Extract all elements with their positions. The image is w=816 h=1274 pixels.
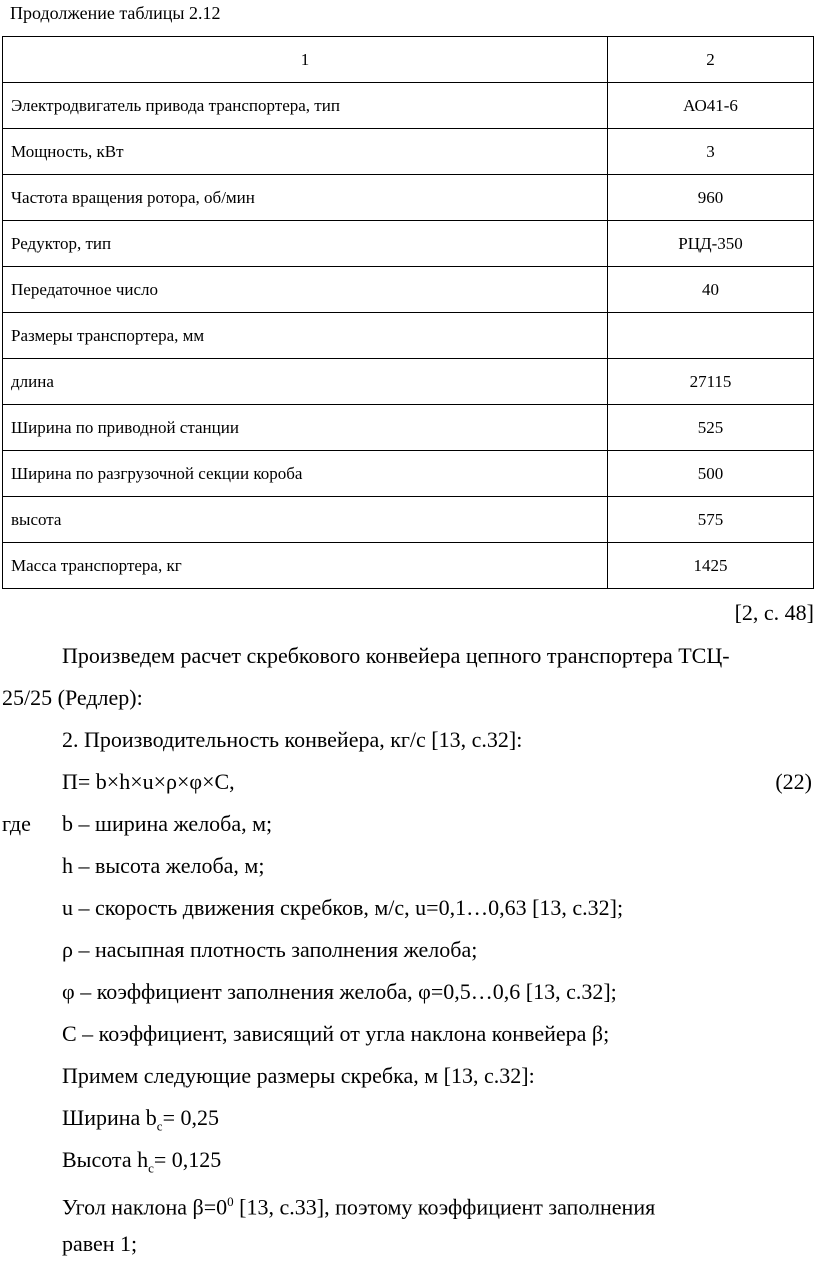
scraper-width [62, 1104, 219, 1140]
table-header-row [3, 37, 814, 83]
table-row [3, 313, 814, 359]
table-row [3, 497, 814, 543]
parameter-value-cell: 500 [608, 451, 814, 497]
parameter-name-cell: Ширина по разгрузочной секции короба [3, 451, 608, 497]
parameter-name-cell: высота [3, 497, 608, 543]
parameter-name-cell: Частота вращения ротора, об/мин [3, 175, 608, 221]
definition-line: φ – коэффициент заполнения желоба, φ=0,5…0,6 [13, с.32]; [62, 979, 617, 1004]
angle-line [62, 1188, 655, 1221]
scraper-height [62, 1146, 221, 1182]
definition-line: b – ширина желоба, м; [62, 811, 273, 836]
table-caption: Продолжение таблицы 2.12 [10, 3, 221, 23]
height-label: Высота h [62, 1147, 149, 1172]
paragraph-line: Произведем расчет скребкового конвейера цепного транспортера ТСЦ- [62, 643, 730, 668]
angle-label: Угол наклона β=0 [62, 1194, 228, 1220]
definition-line: u – скорость движения скребков, м/с, u=0,1…0,63 [13, с.32]; [62, 895, 624, 920]
table-row [3, 129, 814, 175]
definition-line: С – коэффициент, зависящий от угла наклона конвейера β; [62, 1021, 610, 1046]
table-row [3, 451, 814, 497]
parameter-value-cell [608, 313, 814, 359]
parameter-name-cell: Мощность, кВт [3, 129, 608, 175]
parameter-name-cell: Электродвигатель привода транспортера, тип [3, 83, 608, 129]
formula: П= b×h×u×ρ×φ×C, [62, 769, 235, 794]
definition-line: ρ – насыпная плотность заполнения желоба; [62, 937, 478, 962]
parameter-name-cell: Размеры транспортера, мм [3, 313, 608, 359]
header-cell-2: 2 [608, 37, 814, 83]
paragraph-line: Примем следующие размеры скребка, м [13, с.32]: [62, 1063, 535, 1088]
table-row [3, 267, 814, 313]
parameter-name-cell: Масса транспортера, кг [3, 543, 608, 589]
height-value: = 0,125 [153, 1147, 222, 1172]
table-row [3, 83, 814, 129]
parameter-value-cell: АО41-6 [608, 83, 814, 129]
parameter-value-cell: 525 [608, 405, 814, 451]
paragraph-line: 25/25 (Редлер): [2, 685, 143, 710]
parameter-value-cell: 3 [608, 129, 814, 175]
parameter-name-cell: Передаточное число [3, 267, 608, 313]
header-cell-1: 1 [3, 37, 608, 83]
spec-table [2, 36, 814, 589]
parameter-value-cell: 27115 [608, 359, 814, 405]
parameter-name-cell: Редуктор, тип [3, 221, 608, 267]
table-row [3, 359, 814, 405]
angle-superscript: 0 [227, 1194, 234, 1209]
table-row [3, 543, 814, 589]
table-row [3, 175, 814, 221]
paragraph-line: равен 1; [62, 1231, 138, 1256]
parameter-name-cell: Ширина по приводной станции [3, 405, 608, 451]
table-row [3, 405, 814, 451]
parameter-value-cell: 40 [608, 267, 814, 313]
paragraph-line: 2. Производительность конвейера, кг/с [13, с.32]: [62, 727, 523, 752]
parameter-value-cell: РЦД-350 [608, 221, 814, 267]
formula-number: (22) [775, 769, 812, 794]
table-row [3, 221, 814, 267]
parameter-value-cell: 960 [608, 175, 814, 221]
source-reference: [2, с. 48] [734, 600, 814, 625]
width-label: Ширина b [62, 1105, 157, 1130]
parameter-value-cell: 1425 [608, 543, 814, 589]
where-label: где [2, 811, 31, 836]
parameter-value-cell: 575 [608, 497, 814, 543]
definition-line: h – высота желоба, м; [62, 853, 265, 878]
parameter-name-cell: длина [3, 359, 608, 405]
width-subscript: c [156, 1118, 163, 1134]
height-subscript: c [148, 1160, 154, 1176]
angle-text: [13, с.33], поэтому коэффициент заполнения [233, 1194, 656, 1220]
width-value: = 0,25 [162, 1105, 219, 1130]
